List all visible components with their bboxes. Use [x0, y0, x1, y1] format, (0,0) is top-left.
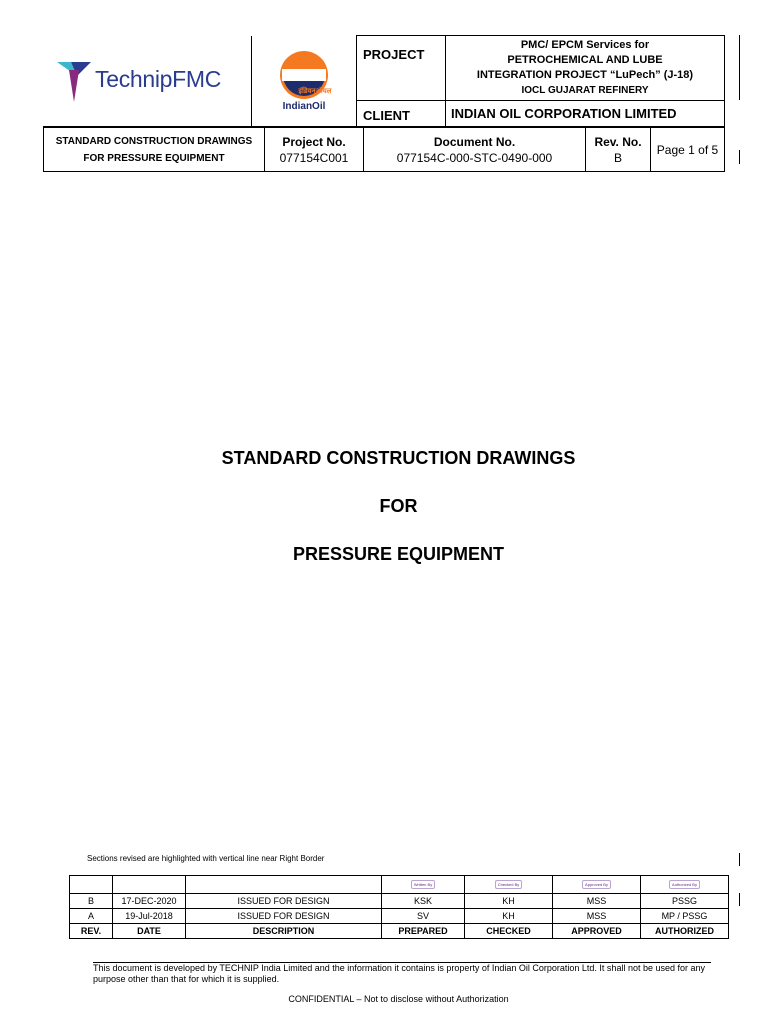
description-cell: ISSUED FOR DESIGN: [186, 909, 382, 924]
date-cell: 17-DEC-2020: [113, 894, 186, 909]
project-line-3: INTEGRATION PROJECT “LuPech” (J-18): [476, 69, 694, 81]
footer-confidential: CONFIDENTIAL – Not to disclose without Authorization: [288, 994, 509, 1004]
authorized-cell: MP / PSSG: [641, 909, 729, 924]
project-line-1: PMC/ EPCM Services for: [520, 39, 650, 51]
page-cell: [651, 128, 725, 172]
project-no-cell: [265, 128, 364, 172]
rev-no-value: B: [613, 150, 622, 165]
technipfmc-icon: [57, 58, 91, 102]
prepared-cell: KSK: [382, 894, 465, 909]
client-name-cell: [446, 101, 725, 127]
doc-info-table: [43, 127, 725, 172]
revision-table: [69, 875, 729, 939]
client-label: CLIENT: [363, 108, 410, 123]
checked-cell: KH: [465, 894, 553, 909]
project-label: PROJECT: [363, 47, 425, 62]
project-no-label: Project No.: [282, 134, 346, 149]
technipfmc-wordmark: TechnipFMC: [95, 66, 222, 92]
rev-cell: A: [70, 909, 113, 924]
rev-header: REV.: [70, 924, 113, 939]
project-desc-cell: [446, 36, 725, 101]
client-name: INDIAN OIL CORPORATION LIMITED: [451, 106, 677, 121]
title-line-2: FOR: [379, 496, 418, 516]
title-line-1: STANDARD CONSTRUCTION DRAWINGS: [221, 448, 576, 468]
page-number: Page 1 of 5: [656, 142, 719, 157]
revision-row: [70, 909, 729, 924]
project-no-value: 077154C001: [279, 150, 349, 165]
iocl-logo-cell: [252, 36, 357, 127]
title-line-3: PRESSURE EQUIPMENT: [292, 544, 505, 564]
approved-header: APPROVED: [553, 924, 641, 939]
document-no-cell: [364, 128, 586, 172]
iocl-wordmark: IndianOil: [282, 100, 326, 112]
doc-subject-line-1: STANDARD CONSTRUCTION DRAWINGS: [55, 135, 253, 147]
authorized-by-stamp: Authorized By: [669, 880, 700, 889]
doc-subject-cell: [44, 128, 265, 172]
description-header: DESCRIPTION: [186, 924, 382, 939]
project-line-2: PETROCHEMICAL AND LUBE: [507, 54, 663, 66]
approved-cell: MSS: [553, 894, 641, 909]
iocl-logo: [253, 50, 355, 112]
doc-subject-line-2: FOR PRESSURE EQUIPMENT: [83, 152, 225, 164]
revision-header-row: [70, 924, 729, 939]
revision-bar: [739, 853, 740, 866]
prepared-cell: SV: [382, 909, 465, 924]
approved-by-stamp: Approved By: [582, 880, 611, 889]
technip-logo-cell: [43, 36, 252, 127]
main-title: [0, 448, 768, 565]
revision-bar: [739, 150, 740, 164]
document-no-label: Document No.: [433, 134, 516, 149]
checked-cell: KH: [465, 909, 553, 924]
written-by-stamp: Written By: [411, 880, 435, 889]
technipfmc-logo: [57, 58, 221, 102]
project-line-4: IOCL GUJARAT REFINERY: [521, 85, 649, 96]
rev-cell: B: [70, 894, 113, 909]
project-label-cell: [357, 36, 446, 101]
iocl-hindi-text: इंडियनऑयल: [298, 87, 332, 95]
description-cell: ISSUED FOR DESIGN: [186, 894, 382, 909]
prepared-header: PREPARED: [382, 924, 465, 939]
date-header: DATE: [113, 924, 186, 939]
client-label-cell: [357, 101, 446, 127]
checked-by-stamp: Checked By: [495, 880, 523, 889]
revision-note: Sections revised are highlighted with vertical line near Right Border: [87, 854, 325, 863]
header-table: [43, 35, 725, 127]
approved-cell: MSS: [553, 909, 641, 924]
footer-disclaimer: This document is developed by TECHNIP India Limited and the information it contains is property of Indian Oil Corporation Ltd. It shall not be used for any purpose other than that for which it is supplied.: [93, 963, 705, 984]
authorized-cell: PSSG: [641, 894, 729, 909]
signature-row: [70, 876, 729, 894]
rev-no-cell: [586, 128, 651, 172]
date-cell: 19-Jul-2018: [113, 909, 186, 924]
rev-no-label: Rev. No.: [594, 134, 642, 149]
revision-bar: [739, 893, 740, 906]
authorized-header: AUTHORIZED: [641, 924, 729, 939]
checked-header: CHECKED: [465, 924, 553, 939]
document-no-value: 077154C-000-STC-0490-000: [396, 150, 553, 165]
revision-bar: [739, 35, 740, 100]
revision-row: [70, 894, 729, 909]
